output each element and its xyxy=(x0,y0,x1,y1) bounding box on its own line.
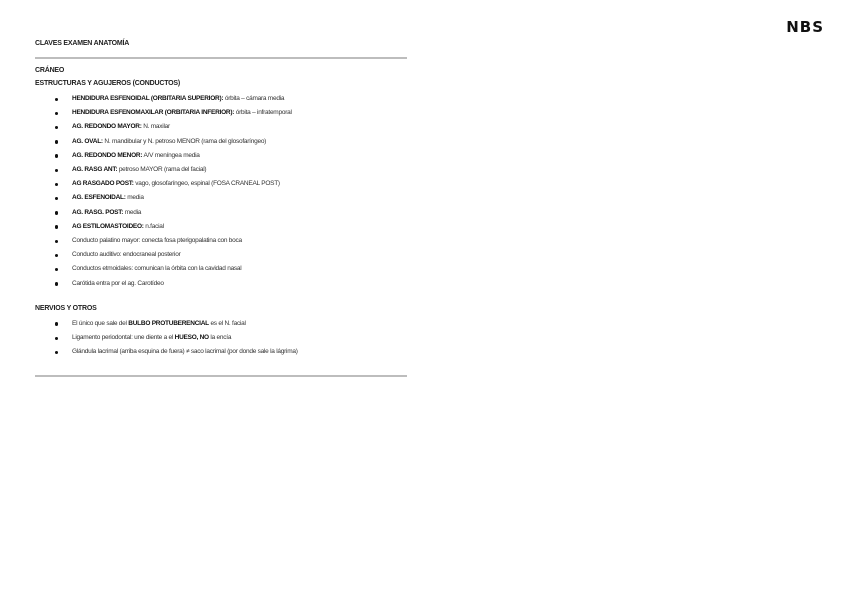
bullet-icon xyxy=(55,126,58,129)
list-item xyxy=(35,234,407,248)
item-bold-label: AG. REDONDO MENOR: xyxy=(72,151,143,159)
list-item xyxy=(35,277,407,291)
bullet-icon xyxy=(55,183,58,186)
list-item xyxy=(35,206,407,220)
item-text: Conducto auditivo: endocraneal posterior xyxy=(72,251,181,259)
item-bold-label: HENDIDURA ESFENOMAXILAR (ORBITARIA INFERIOR): xyxy=(72,109,235,117)
list-item xyxy=(35,135,407,149)
item-bold-label: BULBO PROTUBERENCIAL xyxy=(128,319,209,327)
list-item xyxy=(35,345,407,359)
list-item xyxy=(35,177,407,191)
list-item xyxy=(35,220,407,234)
bullet-icon xyxy=(55,240,58,243)
item-text: vago, glosofaríngeo, espinal (FOSA CRANEAL POST) xyxy=(133,180,280,188)
bullet-icon xyxy=(55,337,58,340)
bottom-divider xyxy=(35,375,407,377)
section-title: CRÁNEO xyxy=(35,67,65,74)
item-text: media xyxy=(123,208,142,216)
list-item xyxy=(35,317,407,331)
list-item xyxy=(35,120,407,134)
bullet-icon xyxy=(55,268,58,271)
item-text: Conductos etmoidales: comunican la órbita con la cavidad nasal xyxy=(72,265,242,273)
item-text: A/V meníngea media xyxy=(142,151,200,159)
item-bold-label: AG. OVAL: xyxy=(72,137,103,145)
item-text: órbita – infratemporal xyxy=(234,109,292,117)
bullet-icon xyxy=(55,225,58,228)
bullet-icon xyxy=(55,254,58,257)
item-text: El único que sale del xyxy=(72,319,129,327)
bullet-icon xyxy=(55,322,58,325)
item-text: es el N. facial xyxy=(208,319,246,327)
item-bold-label: AG. RASG. POST: xyxy=(72,208,124,216)
item-bold-label: AG. RASG ANT: xyxy=(72,166,118,174)
bullet-icon xyxy=(55,282,58,285)
list-item xyxy=(35,191,407,205)
list-item xyxy=(35,149,407,163)
bullet-icon xyxy=(55,211,58,214)
item-bold-label: AG ESTILOMASTOIDEO: xyxy=(72,222,144,230)
bullet-icon xyxy=(55,98,58,101)
bullet-icon xyxy=(55,169,58,172)
bullet-icon xyxy=(55,112,58,115)
item-text: Glándula lacrimal (arriba esquina de fuera) ≠ saco lacrimal (por donde sale la lágrima) xyxy=(72,348,298,356)
subsection-title-structures: ESTRUCTURAS Y AGUJEROS (CONDUCTOS) xyxy=(35,80,181,87)
bullet-icon xyxy=(55,154,58,157)
item-bold-label: HUESO, NO xyxy=(174,334,209,342)
item-text: Conducto palatino mayor: conecta fosa pterigopalatina con boca xyxy=(72,237,242,245)
document-title: CLAVES EXAMEN ANATOMÍA xyxy=(35,40,130,47)
bullet-icon xyxy=(55,140,58,143)
item-text: órbita – cámara media xyxy=(223,95,285,102)
brand-logo: NBS xyxy=(786,18,824,36)
document-body xyxy=(35,40,407,385)
list-item xyxy=(35,248,407,262)
bullet-icon xyxy=(55,197,58,200)
nerves-list xyxy=(35,317,407,360)
item-text: media xyxy=(125,194,144,202)
item-text: N. mandibular y N. petroso MENOR (rama del glosofaríngeo) xyxy=(102,137,267,145)
list-item xyxy=(35,262,407,276)
item-text: petroso MAYOR (rama del facial) xyxy=(117,166,207,174)
item-text: Ligamento periodontal: une diente a el xyxy=(72,334,175,342)
item-text: n.facial xyxy=(143,222,164,230)
item-text: N. maxilar xyxy=(141,123,170,131)
top-divider xyxy=(35,57,407,59)
item-text: la encía xyxy=(208,334,232,342)
item-bold-label: HENDIDURA ESFENOIDAL (ORBITARIA SUPERIOR): xyxy=(72,95,224,102)
item-bold-label: AG RASGADO POST: xyxy=(72,180,134,188)
list-item xyxy=(35,331,407,345)
item-text: Carótida entra por el ag. Carotídeo xyxy=(72,279,164,287)
structures-list xyxy=(35,92,407,291)
bullet-icon xyxy=(55,351,58,354)
item-bold-label: AG. ESFENOIDAL: xyxy=(72,194,126,202)
item-bold-label: AG. REDONDO MAYOR: xyxy=(72,123,142,131)
list-item xyxy=(35,92,407,106)
list-item xyxy=(35,106,407,120)
subsection-title-nerves: NERVIOS Y OTROS xyxy=(35,304,97,312)
list-item xyxy=(35,163,407,177)
